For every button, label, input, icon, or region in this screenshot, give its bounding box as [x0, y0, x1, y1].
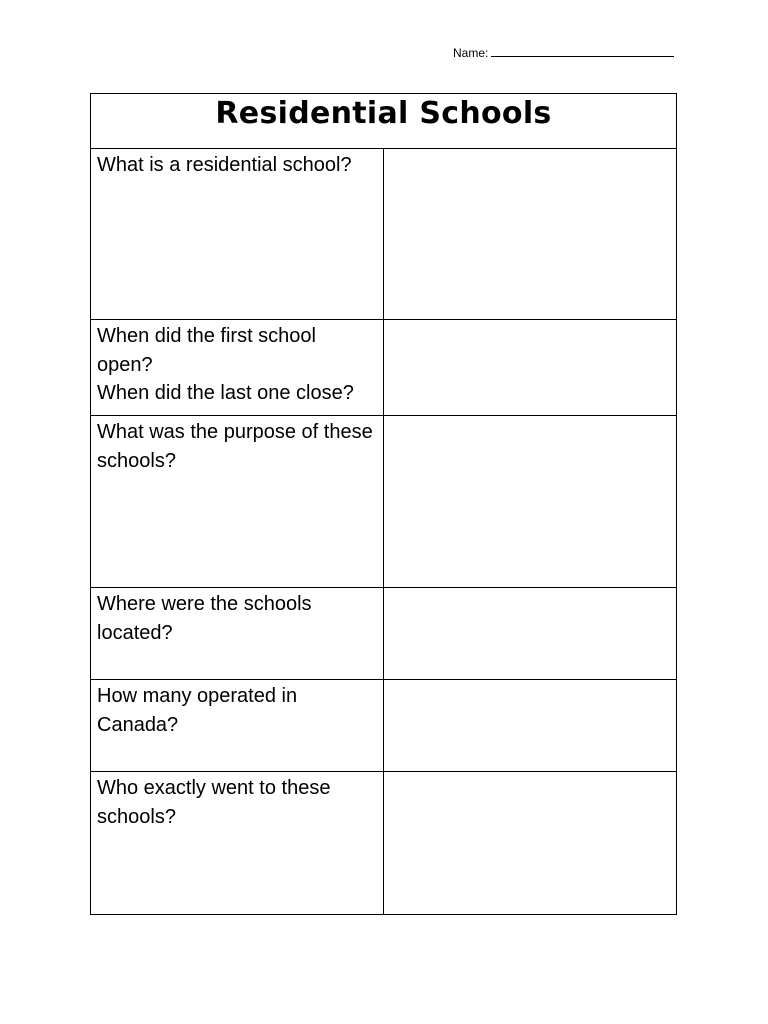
answer-cell[interactable] — [384, 149, 677, 320]
question-text: Who exactly went to these schools? — [97, 777, 331, 828]
question-cell — [91, 320, 384, 416]
question-text: What is a residential school? — [97, 154, 352, 176]
name-blank[interactable] — [491, 46, 674, 57]
question-text: When did the last one close? — [97, 382, 354, 404]
table-row — [91, 772, 677, 915]
question-text: When did the first school open? — [97, 325, 316, 376]
table-row — [91, 680, 677, 772]
title-row — [91, 94, 677, 149]
worksheet-title: Residential Schools — [215, 96, 552, 131]
answer-cell[interactable] — [384, 680, 677, 772]
answer-cell[interactable] — [384, 772, 677, 915]
question-cell — [91, 680, 384, 772]
question-cell — [91, 772, 384, 915]
answer-cell[interactable] — [384, 416, 677, 588]
table-row — [91, 149, 677, 320]
table-row — [91, 320, 677, 416]
question-text: What was the purpose of these schools? — [97, 421, 373, 472]
title-cell — [91, 94, 677, 149]
question-cell — [91, 588, 384, 680]
question-cell — [91, 416, 384, 588]
table-row — [91, 416, 677, 588]
question-cell — [91, 149, 384, 320]
worksheet-table — [90, 93, 677, 915]
table-row — [91, 588, 677, 680]
answer-cell[interactable] — [384, 320, 677, 416]
question-text: Where were the schools located? — [97, 593, 312, 644]
name-field-line — [453, 46, 674, 60]
question-text: How many operated in Canada? — [97, 685, 298, 736]
answer-cell[interactable] — [384, 588, 677, 680]
name-label: Name: — [453, 46, 489, 60]
